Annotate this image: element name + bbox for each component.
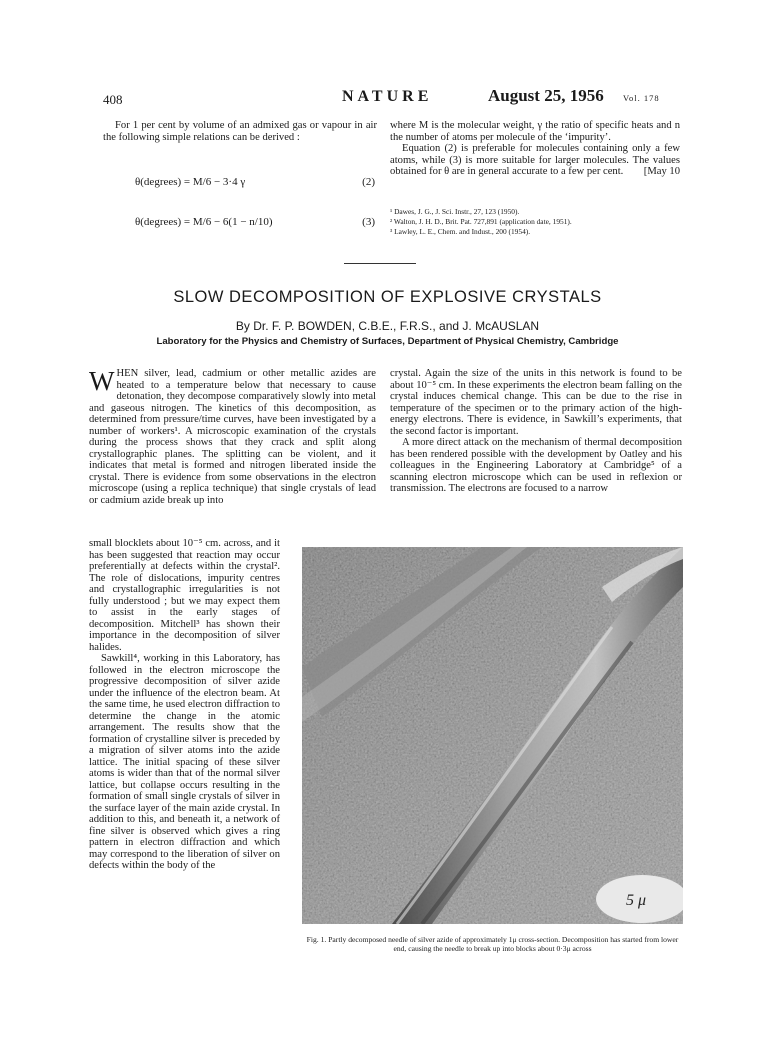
- prev-article-references: [390, 207, 680, 237]
- micrograph-figure: [302, 547, 683, 924]
- reference-1: ¹ Dawes, J. G., J. Sci. Instr., 27, 123 (1950).: [390, 207, 520, 216]
- equation-3-expression: θ(degrees) = M/6 − 6(1 − n/10): [135, 216, 273, 228]
- section-divider: [344, 263, 416, 264]
- prev-article-right-p1: where M is the molecular weight, γ the ratio of specific heats and n the number of atoms per molecule of the ‘impurity’.: [390, 120, 680, 143]
- article-title: SLOW DECOMPOSITION OF EXPLOSIVE CRYSTALS: [173, 288, 602, 306]
- left-p1-start: HEN silver, lead, cadmium or other metallic azides are heated to a temperature below that necessary to cause detonation, they decompose comparatively slowly into metal and gaseous nitrogen. The kinetics of this decomposition, as determined from pressure/time curves, have been investigated by a number of workers¹. A microscopic examination of the crystals during the process shows that they crack and split along crystallographic planes. The splitting can be violent, and it indicates that metal is formed and nitrogen liberated inside the crystal. There is evidence from some observations in the electron microscope (using a replica technique) that single crystals of lead or cadmium azide break up into: [89, 368, 376, 506]
- right-column-text: [390, 368, 682, 495]
- left-p1-narrow: small blocklets about 10⁻⁵ cm. across, and it has been suggested that reaction may occur preferentially at defects within the crystal². The role of dislocations, impurity centres and crystallographic irregularities is not fully understood ; but we may expect them to assist in the early stages of decomposition. Mitchell³ has shown their importance in the decomposition of silver halides.: [89, 538, 280, 653]
- figure-caption: Fig. 1. Partly decomposed needle of silver azide of approximately 1μ cross-section. Decomposition has started from lower end, causing the needle to break up into blocks about 0·3μ across: [306, 935, 679, 953]
- equation-3: [135, 216, 375, 228]
- article-affiliation: Laboratory for the Physics and Chemistry of Surfaces, Department of Physical Chemistry, Cambridge: [156, 336, 619, 347]
- reference-2: ² Walton, J. H. D., Brit. Pat. 727,891 (application date, 1951).: [390, 217, 572, 226]
- left-column-top: [89, 368, 376, 506]
- left-p2: Sawkill⁴, working in this Laboratory, has followed in the electron microscope the progressive decomposition of silver azide under the influence of the electron beam. At the same time, he used electron diffraction to determine the change in the atomic arrangement. The results show that the formation of crystalline silver is preceded by a migration of silver atoms into the azide lattice. The initial spacing of these silver atoms is wider than that of the normal silver lattice, but collapse occurs resulting in the formation of small single crystals of silver in the surface layer of the main azide crystal. In addition to this, and beneath it, a network of fine silver is observed which gives a ring pattern in electron diffraction and which may correspond to the liberation of silver on defects within the body of the: [89, 653, 281, 871]
- article-byline: By Dr. F. P. BOWDEN, C.B.E., F.R.S., and J. McAUSLAN: [235, 319, 540, 333]
- micrograph-image: [302, 547, 683, 924]
- reference-3: ³ Lawley, L. E., Chem. and Indust., 200 (1954).: [390, 227, 531, 236]
- scale-bar-label: 5 μ: [626, 892, 647, 909]
- equation-2: [135, 176, 375, 188]
- journal-title: NATURE: [342, 88, 433, 105]
- prev-article-intro: For 1 per cent by volume of an admixed gas or vapour in air the following simple relations can be derived :: [103, 120, 377, 143]
- drop-cap: W: [89, 366, 115, 396]
- left-column-narrow: [89, 538, 280, 872]
- received-date: [May 10: [643, 166, 680, 177]
- prev-article-right: [390, 120, 680, 178]
- issue-date: August 25, 1956: [488, 86, 604, 105]
- right-p2: A more direct attack on the mechanism of thermal decomposition has been rendered possible with the development by Oatley and his colleagues in the Engineering Laboratory at Cambridge⁵ of a scanning electron microscope which can be used in reflexion or transmission. The electrons are focused to a narrow: [390, 437, 682, 494]
- page-number: 408: [103, 92, 123, 107]
- volume-number: Vol. 178: [623, 93, 660, 103]
- equation-2-label: (2): [362, 176, 375, 188]
- prev-article-right-p2: Equation (2) is preferable for molecules containing only a few atoms, while (3) is more suitable for larger molecules. The values obtained for θ are in general accurate to a few per cent. [May 10: [390, 143, 680, 177]
- equation-2-expression: θ(degrees) = M/6 − 3·4 γ: [135, 176, 246, 188]
- right-p1: crystal. Again the size of the units in this network is found to be about 10⁻⁵ cm. In these experiments the electron beam falling on the crystal induces chemical change. This can be due to the rise in temperature of the specimen or to the primary action of the high-energy electrons. There is evidence, in Sawkill’s experiments, that the second factor is important.: [390, 368, 682, 437]
- equation-3-label: (3): [362, 216, 375, 228]
